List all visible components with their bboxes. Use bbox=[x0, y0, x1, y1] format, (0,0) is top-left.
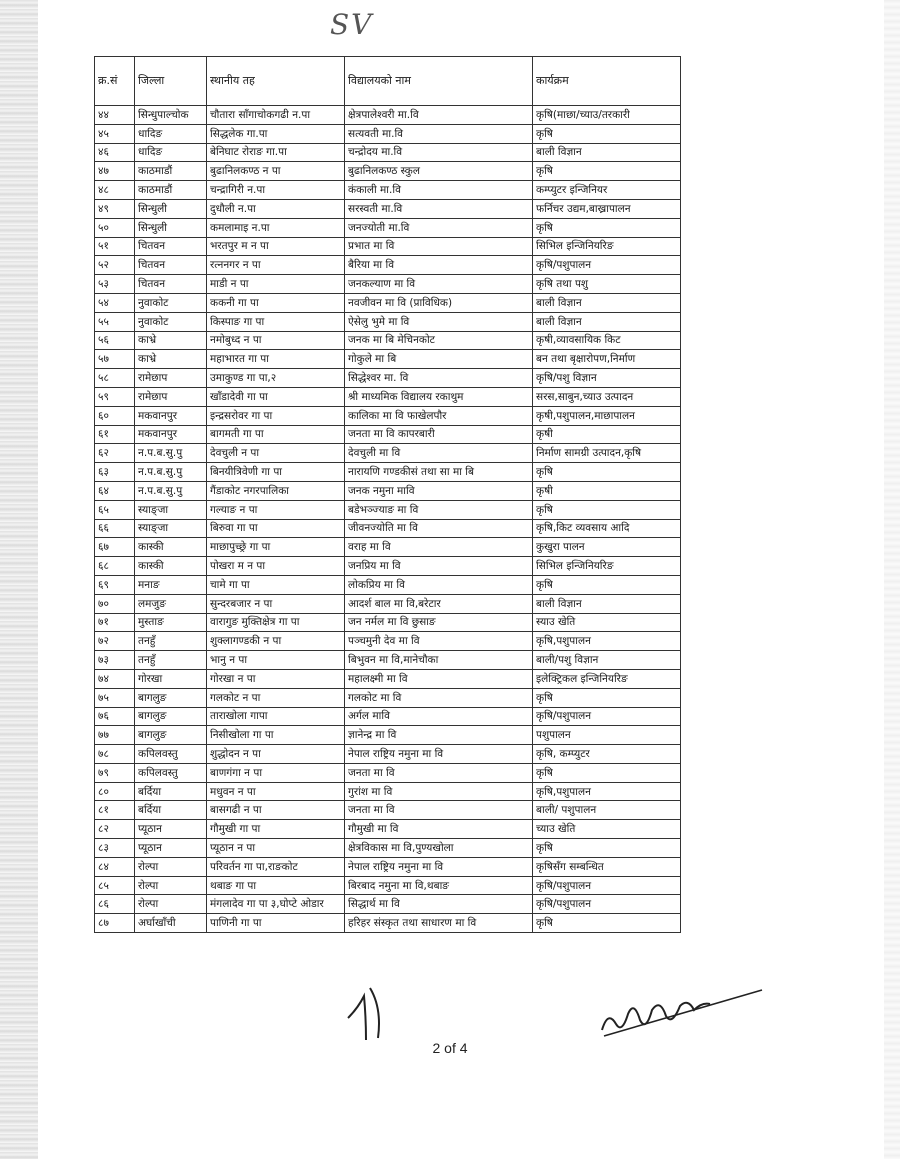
cell-local-level: खाँडादेवी गा पा bbox=[207, 387, 345, 406]
cell-program: कृषि/पशुपालन bbox=[533, 876, 681, 895]
cell-district: कास्की bbox=[135, 557, 207, 576]
cell-school-name: गोकुले मा बि bbox=[345, 350, 533, 369]
cell-school-name: जनज्योती मा.वि bbox=[345, 218, 533, 237]
cell-program: कृषि bbox=[533, 162, 681, 181]
cell-school-name: अर्गल मावि bbox=[345, 707, 533, 726]
header-district: जिल्ला bbox=[135, 57, 207, 106]
cell-school-name: चन्द्रोदय मा.वि bbox=[345, 143, 533, 162]
cell-serial: ६९ bbox=[95, 575, 135, 594]
table-row bbox=[95, 350, 681, 369]
cell-district: नुवाकोट bbox=[135, 312, 207, 331]
cell-district: नुवाकोट bbox=[135, 293, 207, 312]
cell-serial: ७० bbox=[95, 594, 135, 613]
cell-local-level: कमलामाइ न.पा bbox=[207, 218, 345, 237]
table-header-row bbox=[95, 57, 681, 106]
cell-program: स्याउ खेति bbox=[533, 613, 681, 632]
table-row bbox=[95, 557, 681, 576]
cell-school-name: नेपाल राष्ट्रिय नमुना मा वि bbox=[345, 745, 533, 764]
table-row bbox=[95, 801, 681, 820]
cell-local-level: थबाङ गा पा bbox=[207, 876, 345, 895]
table-row bbox=[95, 763, 681, 782]
cell-program: कृषि/पशुपालन bbox=[533, 707, 681, 726]
cell-district: प्यूठान bbox=[135, 839, 207, 858]
scan-shadow-left bbox=[0, 0, 38, 1159]
cell-local-level: मंगलादेव गा पा ३,घोप्टे ओडार bbox=[207, 895, 345, 914]
cell-local-level: महाभारत गा पा bbox=[207, 350, 345, 369]
cell-local-level: गलकोट न पा bbox=[207, 688, 345, 707]
table-row bbox=[95, 594, 681, 613]
cell-school-name: ऐसेलु भुमे मा वि bbox=[345, 312, 533, 331]
cell-school-name: क्षेत्रविकास मा वि,पुण्यखोला bbox=[345, 839, 533, 858]
cell-local-level: बुढानिलकण्ठ न पा bbox=[207, 162, 345, 181]
cell-serial: ८७ bbox=[95, 914, 135, 933]
cell-serial: ६६ bbox=[95, 519, 135, 538]
cell-program: बाली विज्ञान bbox=[533, 594, 681, 613]
cell-local-level: देवचुली न पा bbox=[207, 444, 345, 463]
cell-serial: ५९ bbox=[95, 387, 135, 406]
cell-school-name: पञ्चमुनी देव मा वि bbox=[345, 632, 533, 651]
cell-school-name: हरिहर संस्कृत तथा साधारण मा वि bbox=[345, 914, 533, 933]
cell-program: सिभिल इन्जिनियरिङ bbox=[533, 237, 681, 256]
table-row bbox=[95, 857, 681, 876]
cell-district: बागलुङ bbox=[135, 707, 207, 726]
cell-program: बाली विज्ञान bbox=[533, 312, 681, 331]
cell-local-level: पोखरा म न पा bbox=[207, 557, 345, 576]
table-row bbox=[95, 538, 681, 557]
cell-school-name: बुढानिलकण्ठ स्कुल bbox=[345, 162, 533, 181]
cell-school-name: आदर्श बाल मा वि,बरेटार bbox=[345, 594, 533, 613]
cell-program: कृषि(माछा/च्याउ/तरकारी bbox=[533, 106, 681, 125]
table-row bbox=[95, 632, 681, 651]
cell-school-name: नेपाल राष्ट्रिय नमुना मा वि bbox=[345, 857, 533, 876]
cell-serial: ७८ bbox=[95, 745, 135, 764]
top-handwritten-mark: SV bbox=[330, 8, 374, 41]
cell-local-level: प्यूठान न पा bbox=[207, 839, 345, 858]
cell-program: कृषी bbox=[533, 425, 681, 444]
cell-program: कृषी bbox=[533, 481, 681, 500]
cell-serial: ७४ bbox=[95, 669, 135, 688]
cell-serial: ७५ bbox=[95, 688, 135, 707]
cell-district: लमजुङ bbox=[135, 594, 207, 613]
cell-serial: ५७ bbox=[95, 350, 135, 369]
cell-program: सरस,साबुन,च्याउ उत्पादन bbox=[533, 387, 681, 406]
cell-local-level: माडी न पा bbox=[207, 275, 345, 294]
table-row bbox=[95, 839, 681, 858]
table-row bbox=[95, 914, 681, 933]
table-row bbox=[95, 820, 681, 839]
table-row bbox=[95, 463, 681, 482]
cell-serial: ६१ bbox=[95, 425, 135, 444]
cell-school-name: नवजीवन मा वि (प्राविधिक) bbox=[345, 293, 533, 312]
cell-district: मकवानपुर bbox=[135, 406, 207, 425]
cell-school-name: श्री माध्यमिक विद्यालय रकाथुम bbox=[345, 387, 533, 406]
cell-program: कृषि bbox=[533, 124, 681, 143]
cell-district: धादिङ bbox=[135, 143, 207, 162]
cell-program: सिभिल इन्जिनियरिङ bbox=[533, 557, 681, 576]
table-row bbox=[95, 124, 681, 143]
cell-school-name: जनकल्याण मा वि bbox=[345, 275, 533, 294]
cell-school-name: गुरांश मा वि bbox=[345, 782, 533, 801]
cell-serial: ७२ bbox=[95, 632, 135, 651]
cell-school-name: जनता मा वि कापरबारी bbox=[345, 425, 533, 444]
table-row bbox=[95, 369, 681, 388]
cell-school-name: लोकप्रिय मा वि bbox=[345, 575, 533, 594]
cell-local-level: गैंडाकोट नगरपालिका bbox=[207, 481, 345, 500]
cell-district: न.प.ब.सु.पु bbox=[135, 444, 207, 463]
cell-program: कृषिसँग सम्बन्धित bbox=[533, 857, 681, 876]
table-row bbox=[95, 745, 681, 764]
cell-district: रोल्पा bbox=[135, 876, 207, 895]
table-body bbox=[95, 106, 681, 933]
cell-district: रामेछाप bbox=[135, 369, 207, 388]
cell-school-name: कालिका मा वि फाखेलपौर bbox=[345, 406, 533, 425]
table-row bbox=[95, 387, 681, 406]
cell-district: मुस्ताङ bbox=[135, 613, 207, 632]
cell-district: स्याङ्जा bbox=[135, 500, 207, 519]
cell-district: मकवानपुर bbox=[135, 425, 207, 444]
cell-serial: ६८ bbox=[95, 557, 135, 576]
cell-local-level: सिद्धलेक गा.पा bbox=[207, 124, 345, 143]
table-row bbox=[95, 726, 681, 745]
cell-program: कृषि bbox=[533, 688, 681, 707]
cell-program: कृषि bbox=[533, 218, 681, 237]
table-row bbox=[95, 293, 681, 312]
cell-serial: ५३ bbox=[95, 275, 135, 294]
cell-program: कृषि/पशुपालन bbox=[533, 256, 681, 275]
cell-district: काभ्रे bbox=[135, 331, 207, 350]
table-row bbox=[95, 181, 681, 200]
cell-district: बर्दिया bbox=[135, 782, 207, 801]
page-number: 2 of 4 bbox=[432, 1040, 468, 1056]
cell-local-level: दुधौली न.पा bbox=[207, 199, 345, 218]
cell-district: बागलुङ bbox=[135, 726, 207, 745]
table-row bbox=[95, 651, 681, 670]
cell-program: कृषि bbox=[533, 463, 681, 482]
cell-school-name: गौमुखी मा वि bbox=[345, 820, 533, 839]
cell-local-level: चामे गा पा bbox=[207, 575, 345, 594]
cell-local-level: माछापुच्छ्रे गा पा bbox=[207, 538, 345, 557]
cell-serial: ५८ bbox=[95, 369, 135, 388]
header-serial: क्र.सं bbox=[95, 57, 135, 106]
cell-district: गोरखा bbox=[135, 669, 207, 688]
cell-school-name: देवचुली मा वि bbox=[345, 444, 533, 463]
table-row bbox=[95, 256, 681, 275]
cell-school-name: क्षेत्रपालेश्वरी मा.वि bbox=[345, 106, 533, 125]
school-program-table bbox=[94, 56, 681, 933]
cell-district: रोल्पा bbox=[135, 857, 207, 876]
cell-serial: ६५ bbox=[95, 500, 135, 519]
cell-serial: ५६ bbox=[95, 331, 135, 350]
table-row bbox=[95, 199, 681, 218]
cell-serial: ६४ bbox=[95, 481, 135, 500]
cell-program: कृषी,व्यावसायिक किट bbox=[533, 331, 681, 350]
table-row bbox=[95, 782, 681, 801]
cell-school-name: जनता मा वि bbox=[345, 763, 533, 782]
cell-program: कुखुरा पालन bbox=[533, 538, 681, 557]
cell-district: काठमाडौं bbox=[135, 181, 207, 200]
table-row bbox=[95, 237, 681, 256]
cell-program: कृषि bbox=[533, 839, 681, 858]
scan-shadow-right bbox=[884, 0, 900, 1159]
cell-local-level: बासगढी न पा bbox=[207, 801, 345, 820]
cell-district: कपिलवस्तु bbox=[135, 763, 207, 782]
cell-serial: ७७ bbox=[95, 726, 135, 745]
cell-district: काभ्रे bbox=[135, 350, 207, 369]
cell-local-level: शुद्धोदन न पा bbox=[207, 745, 345, 764]
table-row bbox=[95, 669, 681, 688]
cell-local-level: ककनी गा पा bbox=[207, 293, 345, 312]
table-row bbox=[95, 218, 681, 237]
cell-local-level: बेनिघाट रोराङ गा.पा bbox=[207, 143, 345, 162]
cell-program: कृषि/पशु विज्ञान bbox=[533, 369, 681, 388]
cell-local-level: मधुवन न पा bbox=[207, 782, 345, 801]
cell-program: निर्माण सामग्री उत्पादन,कृषि bbox=[533, 444, 681, 463]
table-row bbox=[95, 575, 681, 594]
table-row bbox=[95, 143, 681, 162]
cell-district: प्यूठान bbox=[135, 820, 207, 839]
cell-district: कास्की bbox=[135, 538, 207, 557]
cell-local-level: रत्ननगर न पा bbox=[207, 256, 345, 275]
table-row bbox=[95, 444, 681, 463]
cell-program: बन तथा बृक्षारोपण,निर्माण bbox=[533, 350, 681, 369]
cell-serial: ४६ bbox=[95, 143, 135, 162]
cell-district: स्याङ्जा bbox=[135, 519, 207, 538]
table-row bbox=[95, 312, 681, 331]
cell-school-name: सिद्धेश्वर मा. वि bbox=[345, 369, 533, 388]
table-row bbox=[95, 162, 681, 181]
cell-serial: ८४ bbox=[95, 857, 135, 876]
cell-local-level: शुक्लागण्डकी न पा bbox=[207, 632, 345, 651]
cell-program: कृषि/पशुपालन bbox=[533, 895, 681, 914]
cell-local-level: वारागुङ मुक्तिक्षेत्र गा पा bbox=[207, 613, 345, 632]
cell-serial: ८० bbox=[95, 782, 135, 801]
cell-program: कृषि,किट व्यवसाय आदि bbox=[533, 519, 681, 538]
cell-serial: ५० bbox=[95, 218, 135, 237]
cell-serial: ६२ bbox=[95, 444, 135, 463]
cell-school-name: महालक्ष्मी मा वि bbox=[345, 669, 533, 688]
cell-school-name: बिभुवन मा वि,मानेचौका bbox=[345, 651, 533, 670]
header-program: कार्यक्रम bbox=[533, 57, 681, 106]
cell-local-level: बिनयीत्रिवेणी गा पा bbox=[207, 463, 345, 482]
table-row bbox=[95, 613, 681, 632]
table-row bbox=[95, 707, 681, 726]
table-row bbox=[95, 106, 681, 125]
cell-school-name: जनप्रिय मा वि bbox=[345, 557, 533, 576]
cell-serial: ६७ bbox=[95, 538, 135, 557]
cell-school-name: प्रभात मा वि bbox=[345, 237, 533, 256]
cell-district: चितवन bbox=[135, 237, 207, 256]
cell-local-level: भानु न पा bbox=[207, 651, 345, 670]
handwritten-initial-mark bbox=[336, 978, 406, 1048]
cell-local-level: भरतपुर म न पा bbox=[207, 237, 345, 256]
cell-district: काठमाडौं bbox=[135, 162, 207, 181]
cell-district: सिन्धुपाल्चोक bbox=[135, 106, 207, 125]
cell-local-level: किस्पाङ गा पा bbox=[207, 312, 345, 331]
cell-program: च्याउ खेति bbox=[533, 820, 681, 839]
header-local-level: स्थानीय तह bbox=[207, 57, 345, 106]
cell-district: न.प.ब.सु.पु bbox=[135, 481, 207, 500]
cell-serial: ८५ bbox=[95, 876, 135, 895]
cell-local-level: नमोबुध्द न पा bbox=[207, 331, 345, 350]
table-row bbox=[95, 500, 681, 519]
cell-program: बाली/पशु विज्ञान bbox=[533, 651, 681, 670]
cell-serial: ६० bbox=[95, 406, 135, 425]
table-row bbox=[95, 331, 681, 350]
cell-serial: ८६ bbox=[95, 895, 135, 914]
cell-serial: ७९ bbox=[95, 763, 135, 782]
cell-district: अर्घाखाँची bbox=[135, 914, 207, 933]
table-row bbox=[95, 688, 681, 707]
cell-district: बागलुङ bbox=[135, 688, 207, 707]
table-row bbox=[95, 275, 681, 294]
cell-school-name: जन नर्मल मा वि छुसाङ bbox=[345, 613, 533, 632]
cell-program: कृषि, कम्प्युटर bbox=[533, 745, 681, 764]
cell-local-level: बागमती गा पा bbox=[207, 425, 345, 444]
table-row bbox=[95, 425, 681, 444]
cell-school-name: गलकोट मा वि bbox=[345, 688, 533, 707]
cell-serial: ५२ bbox=[95, 256, 135, 275]
cell-local-level: इन्द्रसरोवर गा पा bbox=[207, 406, 345, 425]
cell-district: रामेछाप bbox=[135, 387, 207, 406]
cell-program: बाली विज्ञान bbox=[533, 293, 681, 312]
cell-local-level: बिरुवा गा पा bbox=[207, 519, 345, 538]
cell-district: तनहुँ bbox=[135, 632, 207, 651]
cell-district: चितवन bbox=[135, 275, 207, 294]
cell-program: कृषि bbox=[533, 575, 681, 594]
cell-district: धादिङ bbox=[135, 124, 207, 143]
cell-local-level: निसीखोला गा पा bbox=[207, 726, 345, 745]
cell-program: कम्प्युटर इन्जिनियर bbox=[533, 181, 681, 200]
cell-local-level: गोरखा न पा bbox=[207, 669, 345, 688]
cell-district: न.प.ब.सु.पु bbox=[135, 463, 207, 482]
cell-local-level: पाणिनी गा पा bbox=[207, 914, 345, 933]
cell-school-name: बडेभञ्ज्याङ मा वि bbox=[345, 500, 533, 519]
cell-program: कृषि bbox=[533, 914, 681, 933]
cell-school-name: जनक मा बि मेचिनकोट bbox=[345, 331, 533, 350]
cell-school-name: सत्यवती मा.वि bbox=[345, 124, 533, 143]
cell-serial: ४९ bbox=[95, 199, 135, 218]
cell-program: फर्निचर उद्यम,बाख्रापालन bbox=[533, 199, 681, 218]
cell-district: तनहुँ bbox=[135, 651, 207, 670]
cell-serial: ६३ bbox=[95, 463, 135, 482]
cell-district: कपिलवस्तु bbox=[135, 745, 207, 764]
table-row bbox=[95, 876, 681, 895]
table-row bbox=[95, 519, 681, 538]
cell-local-level: गौमुखी गा पा bbox=[207, 820, 345, 839]
cell-program: कृषि,पशुपालन bbox=[533, 782, 681, 801]
cell-district: सिन्धुली bbox=[135, 199, 207, 218]
cell-program: कृषि bbox=[533, 500, 681, 519]
cell-program: इलेक्ट्रिकल इन्जिनियरिङ bbox=[533, 669, 681, 688]
cell-serial: ७६ bbox=[95, 707, 135, 726]
cell-serial: ८१ bbox=[95, 801, 135, 820]
cell-school-name: सरस्वती मा.वि bbox=[345, 199, 533, 218]
cell-local-level: बाणगंगा न पा bbox=[207, 763, 345, 782]
table-row bbox=[95, 895, 681, 914]
cell-district: सिन्धुली bbox=[135, 218, 207, 237]
cell-serial: ५५ bbox=[95, 312, 135, 331]
cell-school-name: जनता मा वि bbox=[345, 801, 533, 820]
cell-serial: ८३ bbox=[95, 839, 135, 858]
cell-local-level: सुन्दरबजार न पा bbox=[207, 594, 345, 613]
cell-school-name: जनक नमुना मावि bbox=[345, 481, 533, 500]
cell-district: बर्दिया bbox=[135, 801, 207, 820]
cell-serial: ७१ bbox=[95, 613, 135, 632]
cell-serial: ४७ bbox=[95, 162, 135, 181]
cell-local-level: परिवर्तन गा पा,राङकोट bbox=[207, 857, 345, 876]
cell-program: कृषि तथा पशु bbox=[533, 275, 681, 294]
cell-serial: ८२ bbox=[95, 820, 135, 839]
cell-program: पशुपालन bbox=[533, 726, 681, 745]
cell-school-name: बिरबाद नमुना मा वि,थबाङ bbox=[345, 876, 533, 895]
cell-district: चितवन bbox=[135, 256, 207, 275]
cell-school-name: कंकाली मा.वि bbox=[345, 181, 533, 200]
header-school-name: विद्यालयको नाम bbox=[345, 57, 533, 106]
table-row bbox=[95, 406, 681, 425]
cell-serial: ४५ bbox=[95, 124, 135, 143]
cell-local-level: गल्याङ न पा bbox=[207, 500, 345, 519]
cell-local-level: ताराखोला गापा bbox=[207, 707, 345, 726]
cell-school-name: ज्ञानेन्द्र मा वि bbox=[345, 726, 533, 745]
cell-school-name: बैरिया मा वि bbox=[345, 256, 533, 275]
cell-program: कृषि,पशुपालन bbox=[533, 632, 681, 651]
cell-program: कृषी,पशुपालन,माछापालन bbox=[533, 406, 681, 425]
cell-school-name: नारायणि गण्डकीसं तथा सा मा बि bbox=[345, 463, 533, 482]
cell-serial: ५४ bbox=[95, 293, 135, 312]
table-row bbox=[95, 481, 681, 500]
cell-serial: ४८ bbox=[95, 181, 135, 200]
cell-serial: ७३ bbox=[95, 651, 135, 670]
cell-serial: ४४ bbox=[95, 106, 135, 125]
cell-local-level: उमाकुण्ड गा पा,२ bbox=[207, 369, 345, 388]
cell-program: बाली/ पशुपालन bbox=[533, 801, 681, 820]
cell-school-name: सिद्धार्थ मा वि bbox=[345, 895, 533, 914]
cell-school-name: जीवनज्योति मा वि bbox=[345, 519, 533, 538]
cell-program: बाली विज्ञान bbox=[533, 143, 681, 162]
cell-serial: ५१ bbox=[95, 237, 135, 256]
cell-district: रोल्पा bbox=[135, 895, 207, 914]
cell-program: कृषि bbox=[533, 763, 681, 782]
cell-local-level: चौतारा साँगाचोकगढी न.पा bbox=[207, 106, 345, 125]
cell-district: मनाङ bbox=[135, 575, 207, 594]
cell-school-name: वराह मा वि bbox=[345, 538, 533, 557]
cell-local-level: चन्द्रागिरी न.पा bbox=[207, 181, 345, 200]
